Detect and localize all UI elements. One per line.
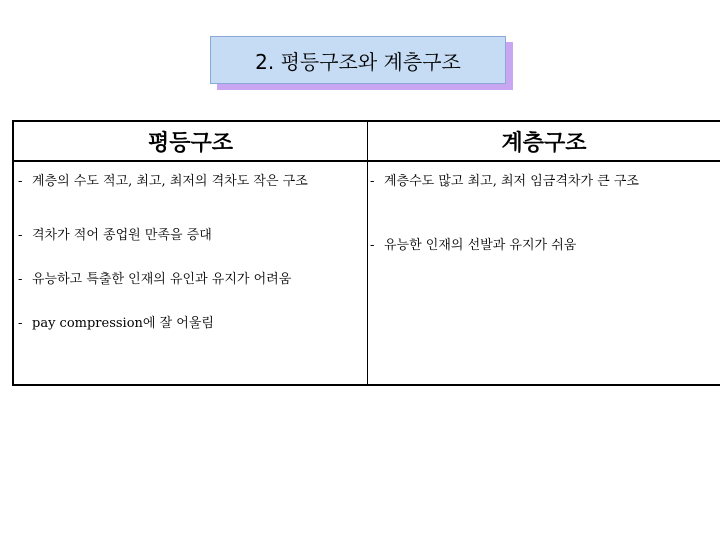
item-text: 계층의 수도 적고, 최고, 최저의 격차도 작은 구조 <box>32 174 308 189</box>
item-text: pay compression에 잘 어울림 <box>32 316 214 331</box>
header-equal-structure: 평등구조 <box>147 129 233 156</box>
item-text: 계층수도 많고 최고, 최저 임금격차가 큰 구조 <box>384 174 639 189</box>
item-text: 유능하고 특출한 인재의 유인과 유지가 어려움 <box>32 272 292 287</box>
list-item <box>18 226 363 270</box>
comparison-table <box>12 120 720 386</box>
header-hierarchical-structure: 계층구조 <box>501 129 587 156</box>
list-item <box>18 270 363 314</box>
hierarchical-structure-list <box>370 172 718 256</box>
bullet: - <box>18 174 23 189</box>
header-divider <box>14 160 720 162</box>
list-item <box>370 172 718 236</box>
list-item <box>370 236 718 256</box>
bullet: - <box>18 316 23 331</box>
item-text: 격차가 적어 종업원 만족을 증대 <box>32 228 212 243</box>
slide-title: 2. 평등구조와 계층구조 <box>210 36 506 84</box>
item-text: 유능한 인재의 선발과 유지가 쉬움 <box>384 238 577 253</box>
list-item <box>18 172 363 216</box>
list-item <box>18 314 363 334</box>
bullet: - <box>18 228 23 243</box>
bullet: - <box>18 272 23 287</box>
equal-structure-list <box>18 172 363 334</box>
bullet: - <box>370 238 375 253</box>
bullet: - <box>370 174 375 189</box>
